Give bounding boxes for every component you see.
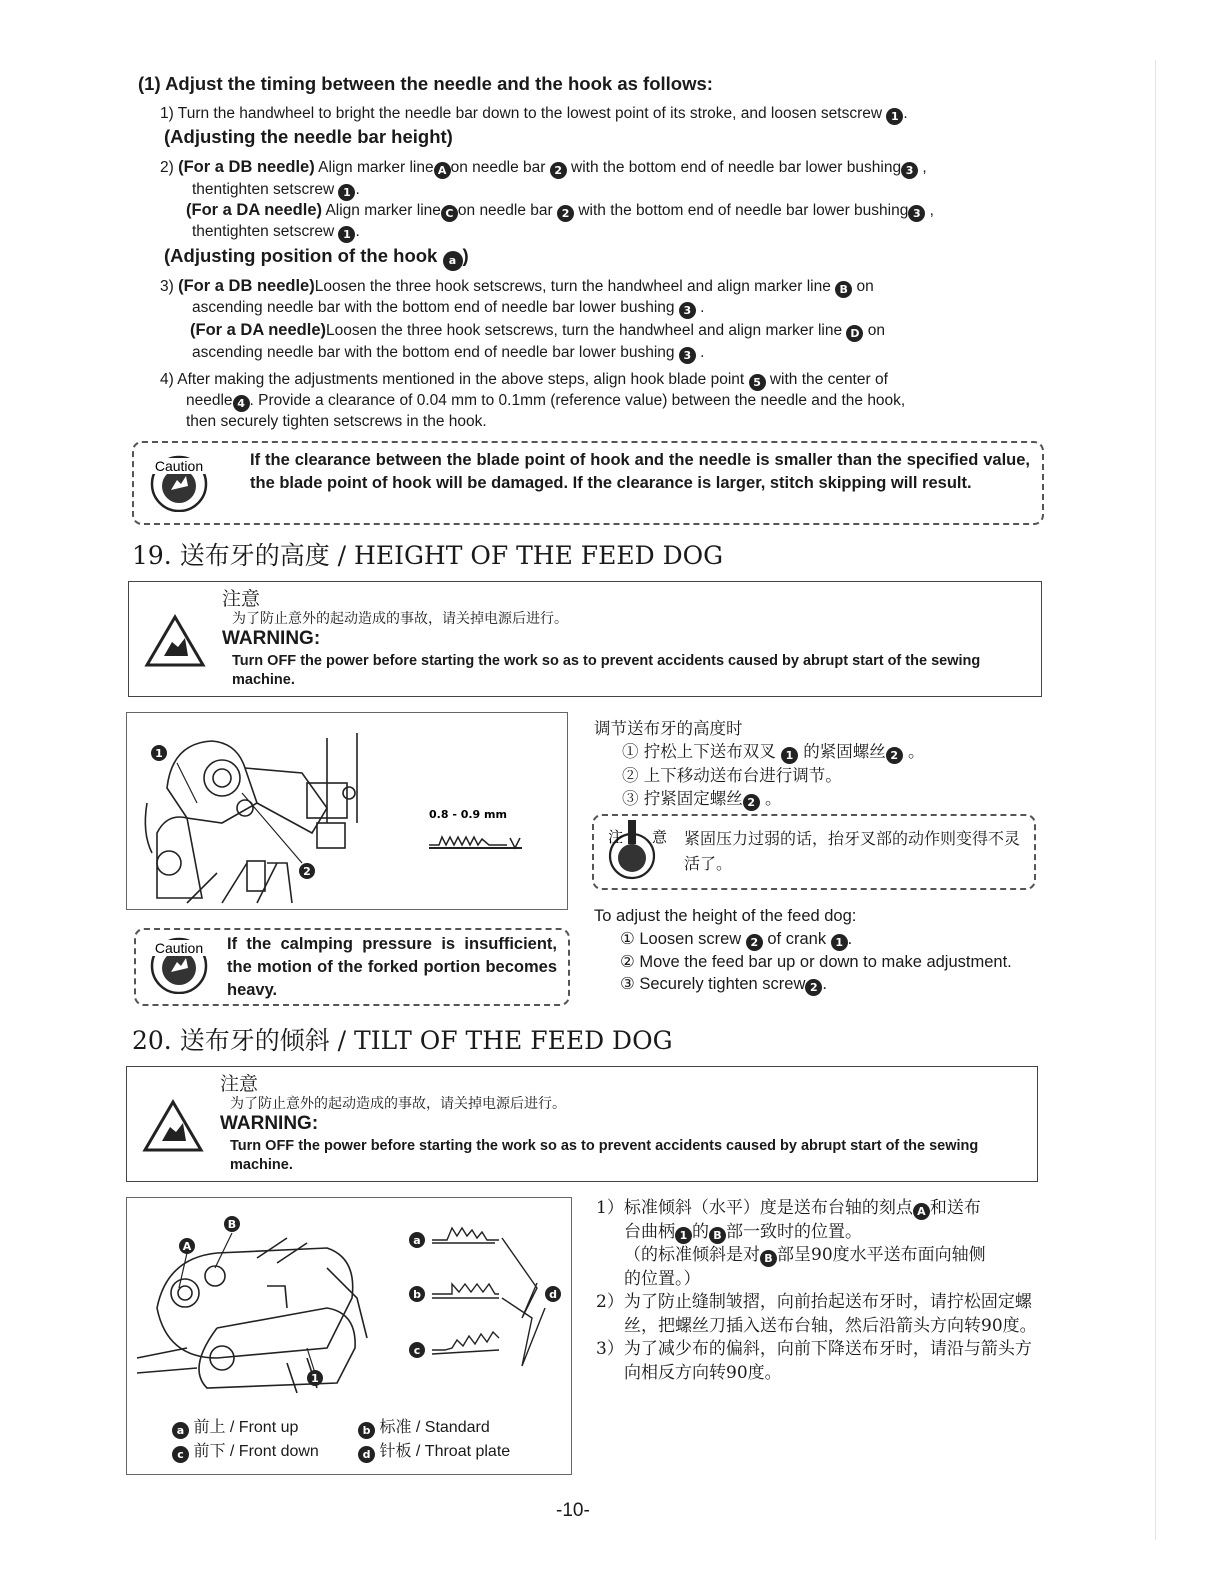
mark-2: 2 — [805, 979, 822, 996]
step-2-da: (For a DA needle) Align marker line C on needle bar 2 with the bottom end of needle bar lower bushing 3 , — [186, 201, 934, 220]
warning-en-text-20: Turn OFF the power before starting the work so as to prevent accidents caused by abrupt start of the sewing machine. — [230, 1138, 979, 1173]
step-4-num: 4) — [160, 371, 174, 388]
warning-cn-text-20: 为了防止意外的起动造成的事故，请关掉电源后进行。 — [230, 1096, 566, 1112]
mark-1: 1 — [675, 1227, 692, 1244]
mark-1: 1 — [338, 226, 355, 243]
warning-cn-title-20: 注意 — [220, 1073, 259, 1095]
mark-1: 1 — [338, 184, 355, 201]
legend-mark-c: c — [172, 1446, 189, 1463]
step-3-da-label: (For a DA needle) — [190, 321, 326, 339]
mark-1: 1 — [886, 108, 903, 125]
page-number: -10- — [556, 1500, 590, 1521]
mark-a: a — [443, 251, 463, 271]
cn-tilt-1a: 1）标准倾斜（水平）度是送布台轴的刻点 — [596, 1198, 913, 1218]
cn-caution-icon — [602, 820, 674, 882]
tilt-label-c: c — [413, 1344, 421, 1357]
fig20-label-B: B — [227, 1218, 237, 1231]
mark-2: 2 — [886, 747, 903, 764]
warning-en-text: Turn OFF the power before starting the work so as to prevent accidents caused by abrupt start of the sewing machine. — [232, 653, 981, 688]
cn-note-label2: 意 — [652, 828, 668, 846]
caution-icon-2 — [146, 934, 212, 994]
legend-front-down-text: 前下 / Front down — [193, 1443, 319, 1460]
mark-4: 4 — [233, 395, 250, 412]
step-3-db — [160, 276, 1030, 298]
fig20-label-A: A — [182, 1240, 192, 1253]
tilt-label-a: a — [413, 1234, 421, 1247]
mark-C: C — [441, 205, 458, 222]
figure-feed-dog-height — [126, 712, 568, 910]
fig19-label-1: 1 — [155, 747, 163, 760]
subheading-hook-position: (Adjusting position of the hook a ) — [164, 245, 469, 271]
mark-1: 1 — [781, 747, 798, 764]
subheading-hook-text: (Adjusting position of the hook — [164, 245, 438, 266]
en-step-1: ① Loosen screw 2 of crank 1 . — [620, 929, 853, 949]
step-3-da-on: on — [867, 322, 885, 339]
mark-3: 3 — [901, 162, 918, 179]
step-3-db-asc-text: ascending needle bar with the bottom end of needle bar lower bushing — [192, 299, 675, 316]
step-4 — [160, 369, 1040, 391]
en-step-3: ③ Securely tighten screw 2 . — [620, 975, 827, 994]
caution-label-2: Caution — [154, 940, 204, 956]
en-step-1b: of crank — [767, 929, 827, 948]
mark-A: A — [913, 1203, 930, 1220]
cn-tilt-instructions — [596, 1197, 1044, 1385]
mark-3: 3 — [908, 205, 925, 222]
mark-3: 3 — [679, 347, 696, 364]
step-2-da-tail-text: thentighten setscrew — [192, 223, 335, 240]
step-3-da-text: Loosen the three hook setscrews, turn the handwheel and align marker line — [326, 322, 843, 339]
scan-edge — [1155, 60, 1156, 1540]
section-title-20 — [132, 1026, 673, 1056]
section-title-20-text: 20. 送布牙的倾斜 / TILT OF THE FEED DOG — [132, 1026, 673, 1055]
fig19-dimension: 0.8 - 0.9 mm — [429, 808, 507, 821]
warning-en-title: WARNING: — [222, 628, 321, 649]
warning-en-title-20: WARNING: — [220, 1113, 319, 1134]
legend-front-down — [172, 1440, 319, 1464]
step-3-da — [190, 320, 1030, 342]
step-2-da-text2: on needle bar — [457, 202, 553, 219]
cn-step-3: ③ 拧紧固定螺丝 2 。 — [622, 789, 782, 809]
fig19-label-2: 2 — [303, 865, 311, 878]
step-1-text: 1) Turn the handwheel to bright the needle bar down to the lowest point of its stroke, and loosen setscrew — [160, 105, 883, 122]
cn-step-3-text: ③ 拧紧固定螺丝 — [622, 789, 743, 808]
cn-tilt-3: 3）为了减少布的偏斜，向前下降送布牙时，请沿与箭头方向相反方向转90度。 — [596, 1339, 1032, 1383]
mark-B: B — [835, 281, 852, 298]
legend-throat-plate-text: 针板 / Throat plate — [379, 1443, 511, 1460]
legend-mark-d: d — [358, 1446, 375, 1463]
warning-triangle-icon-20 — [142, 1099, 204, 1158]
step-2-db: 2) (For a DB needle) Align marker line A on needle bar 2 with the bottom end of needle bar lower bushing 3 , — [160, 158, 927, 177]
mark-2: 2 — [746, 934, 763, 951]
legend-front-up — [172, 1416, 298, 1440]
step-4-line2 — [186, 390, 1046, 412]
step-2-num: 2) — [160, 159, 174, 176]
cn-step-1: ① 拧松上下送布双叉 1 的紧固螺丝 2 。 — [622, 742, 925, 762]
cn-height-heading: 调节送布牙的高度时 — [594, 719, 743, 738]
legend-mark-a: a — [172, 1422, 189, 1439]
step-3-db-asc: ascending needle bar with the bottom end of needle bar lower bushing 3 . — [192, 299, 705, 317]
mark-D: D — [846, 325, 863, 342]
step-2-db-tail-text: thentighten setscrew — [192, 181, 335, 198]
step-3-da-asc-text: ascending needle bar with the bottom end of needle bar lower bushing — [192, 344, 675, 361]
step-2-db-text3: with the bottom end of needle bar lower bushing — [571, 159, 902, 176]
cn-tilt-1h: 的位置。） — [624, 1268, 701, 1289]
subheading-needle-bar-height: (Adjusting the needle bar height) — [164, 126, 453, 147]
step-2-db-tail: thentighten setscrew 1 . — [192, 181, 360, 199]
cn-step-2: ② 上下移动送布台进行调节。 — [622, 766, 842, 785]
step-3-num: 3) — [160, 278, 174, 295]
section-title-19-text: 19. 送布牙的高度 / HEIGHT OF THE FEED DOG — [132, 541, 724, 570]
step-4-line2a: needle — [186, 392, 233, 409]
cn-tilt-2: 2）为了防止缝制皱摺，向前抬起送布牙时，请拧松固定螺丝，把螺丝刀插入送布台轴，然后沿箭头方向转90度。 — [596, 1292, 1037, 1336]
en-step-2: ② Move the feed bar up or down to make adjustment. — [620, 952, 1012, 971]
cn-step-1b: 的紧固螺丝 — [803, 742, 886, 761]
cn-tilt-1d: 的 — [692, 1221, 709, 1242]
mark-2: 2 — [743, 794, 760, 811]
step-2-db-label: (For a DB needle) — [178, 158, 315, 176]
mark-B: B — [760, 1250, 777, 1267]
cn-tilt-1c: 台曲柄 — [624, 1221, 675, 1242]
tilt-label-d: d — [549, 1288, 557, 1301]
cn-tilt-1e: 部一致时的位置。 — [726, 1221, 862, 1242]
en-height-instructions — [594, 905, 1012, 996]
mark-1: 1 — [831, 934, 848, 951]
mark-A: A — [434, 162, 451, 179]
cn-note-label: 注 — [608, 828, 624, 846]
cn-tilt-1g: 部呈90度水平送布面向轴侧 — [777, 1245, 986, 1265]
cn-tilt-1f: （的标准倾斜是对 — [624, 1245, 760, 1265]
cn-step-1a: ① 拧松上下送布双叉 — [622, 742, 776, 761]
step-3-db-text: Loosen the three hook setscrews, turn the handwheel and align marker line — [314, 278, 831, 295]
cn-tilt-1-line2 — [596, 1221, 1044, 1245]
step-2-da-text: Align marker line — [325, 202, 441, 219]
step-4-line1b: with the center of — [769, 371, 888, 388]
caution-text-clearance: If the clearance between the blade point of hook and the needle is smaller than the specified value, the blade point of hook will be damaged. If the clearance is larger, stitch skipping will result. — [250, 451, 1030, 492]
warning-cn-text: 为了防止意外的起动造成的事故，请关掉电源后进行。 — [232, 611, 568, 627]
warning-cn-title: 注意 — [222, 588, 261, 610]
en-step-1a: ① Loosen screw — [620, 929, 742, 948]
step-2-db-text: Align marker line — [318, 159, 434, 176]
step-3-da-asc: ascending needle bar with the bottom end of needle bar lower bushing 3 . — [192, 344, 705, 362]
mark-2: 2 — [550, 162, 567, 179]
caution-text-pressure: If the calmping pressure is insufficient, the motion of the forked portion becomes heavy. — [227, 935, 557, 999]
step-4-line1a: After making the adjustments mentioned in the above steps, align hook blade point — [177, 371, 745, 388]
legend-standard-text: 标准 / Standard — [379, 1419, 490, 1436]
section-title-19 — [132, 541, 723, 571]
legend-throat-plate — [358, 1440, 510, 1464]
fig20-label-1: 1 — [311, 1372, 319, 1385]
caution-label: Caution — [154, 458, 204, 474]
cn-tilt-1 — [596, 1197, 1044, 1221]
en-height-heading: To adjust the height of the feed dog: — [594, 907, 857, 925]
step-2-da-label: (For a DA needle) — [186, 201, 322, 219]
warning-triangle-icon — [144, 614, 206, 673]
section-heading-timing: (1) Adjust the timing between the needle and the hook as follows: — [138, 73, 713, 94]
step-3-on: on — [856, 278, 874, 295]
cn-tilt-1b: 和送布 — [929, 1198, 981, 1218]
step-3-db-label: (For a DB needle) — [178, 277, 315, 295]
step-1: 1) Turn the handwheel to bright the needle bar down to the lowest point of its stroke, and loosen setscrew 1 . — [160, 105, 908, 123]
mark-2: 2 — [557, 205, 574, 222]
step-2-db-text2: on needle bar — [450, 159, 546, 176]
legend-standard — [358, 1416, 490, 1440]
step-2-da-text3: with the bottom end of needle bar lower bushing — [578, 202, 909, 219]
mark-B: B — [709, 1227, 726, 1244]
step-4-line2b: . Provide a clearance of 0.04 mm to 0.1mm (reference value) between the needle and the hook, — [249, 392, 906, 409]
caution-icon — [146, 452, 212, 512]
cn-height-instructions — [594, 717, 925, 811]
legend-front-up-text: 前上 / Front up — [193, 1419, 299, 1436]
cn-note-text: 紧固压力过弱的话，抬牙叉部的动作则变得不灵活了。 — [684, 829, 1021, 873]
mark-5: 5 — [749, 374, 766, 391]
tilt-label-b: b — [413, 1288, 421, 1301]
step-4-line3: then securely tighten setscrews in the hook. — [186, 413, 487, 430]
legend-mark-b: b — [358, 1422, 375, 1439]
en-step-3-text: ③ Securely tighten screw — [620, 975, 806, 993]
mark-3: 3 — [679, 302, 696, 319]
step-2-da-tail: thentighten setscrew 1 . — [192, 223, 360, 241]
cn-tilt-1-line3 — [596, 1244, 1044, 1268]
